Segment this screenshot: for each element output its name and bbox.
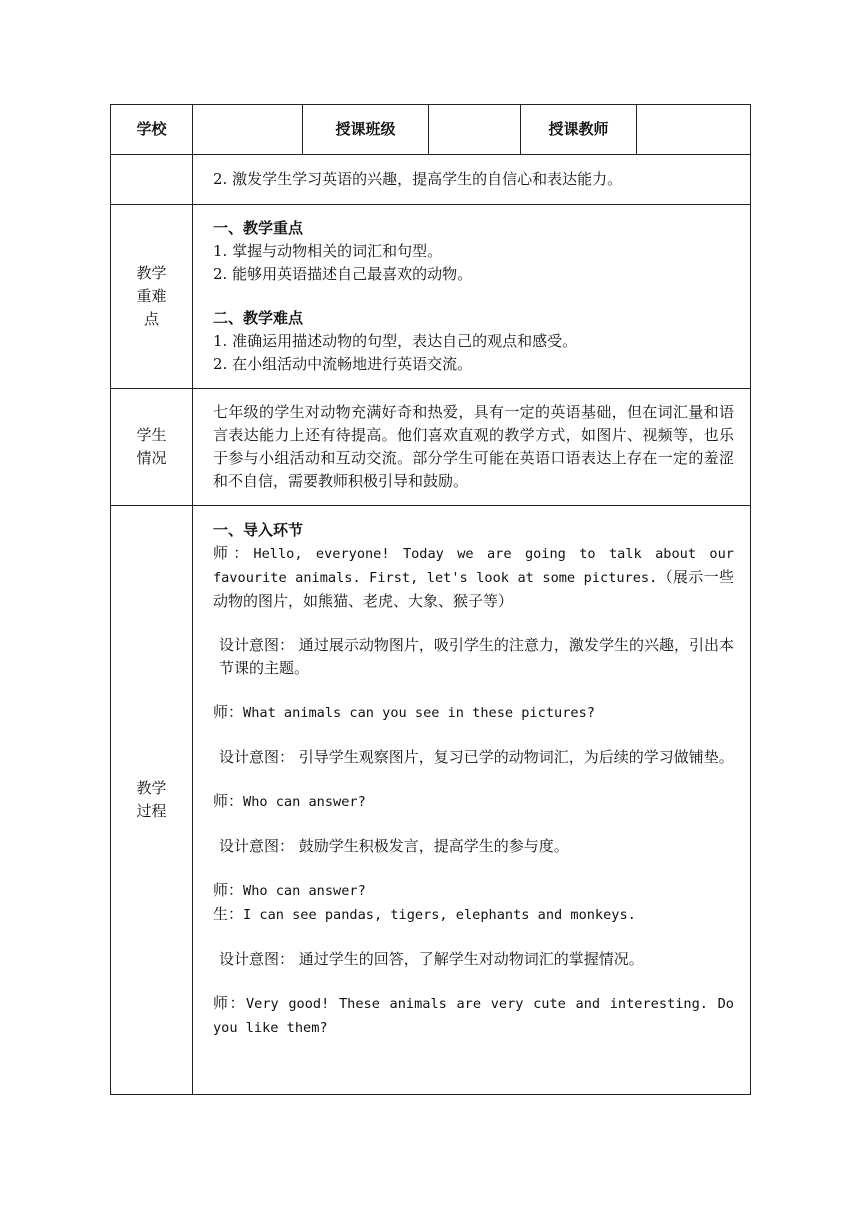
school-value xyxy=(193,105,303,155)
goals-row xyxy=(111,155,751,205)
key-point-item: 1. 掌握与动物相关的词汇和句型。 xyxy=(213,242,443,260)
teacher-speech: Who can answer? xyxy=(243,794,366,810)
lesson-plan-table xyxy=(110,104,751,1095)
spacer xyxy=(213,680,734,701)
goal-item-2: 2. 激发学生学习英语的兴趣，提高学生的自信心和表达能力。 xyxy=(213,170,623,188)
spacer xyxy=(213,286,734,307)
process-label-line2: 过程 xyxy=(136,802,167,820)
header-row xyxy=(111,105,751,155)
student-line-4 xyxy=(213,903,734,927)
process-label-cell xyxy=(111,506,193,1095)
spacer xyxy=(213,769,734,790)
students-row xyxy=(111,389,751,506)
spacer xyxy=(213,858,734,879)
key-points-row xyxy=(111,205,751,389)
teacher-note: （展示一些动物的图片，如熊猫、老虎、大象、猴子等） xyxy=(213,568,734,610)
design-intent-2: 设计意图： 引导学生观察图片，复习已学的动物词汇，为后续的学习做铺垫。 xyxy=(219,748,734,766)
difficult-point-item: 1. 准确运用描述动物的句型，表达自己的观点和感受。 xyxy=(213,332,578,350)
students-description: 七年级的学生对动物充满好奇和热爱，具有一定的英语基础，但在词汇量和语言表达能力上还有待提高。他们喜欢直观的教学方式，如图片、视频等，也乐于参与小组活动和互动交流。部分学生可能在英语口语表达上存在一定的羞涩和不自信，需要教师积极引导和鼓励。 xyxy=(213,403,734,490)
teacher-speech: What animals can you see in these pictures? xyxy=(243,705,595,721)
teacher-line-5 xyxy=(213,992,734,1040)
process-row xyxy=(111,506,751,1095)
students-label-line2: 情况 xyxy=(136,449,167,467)
teacher-line-1 xyxy=(213,542,734,613)
teacher-speaker: 师： xyxy=(213,994,246,1012)
class-label: 授课班级 xyxy=(303,105,429,155)
process-content-cell xyxy=(193,506,751,1095)
difficult-point-item: 2. 在小组活动中流畅地进行英语交流。 xyxy=(213,355,473,373)
key-point-item: 2. 能够用英语描述自己最喜欢的动物。 xyxy=(213,265,473,283)
student-speech: I can see pandas, tigers, elephants and monkeys. xyxy=(243,907,636,923)
key-points-label-line3: 点 xyxy=(143,310,159,328)
teacher-speaker: 师： xyxy=(213,544,254,562)
key-points-content-cell xyxy=(193,205,751,389)
teacher-speaker: 师： xyxy=(213,792,244,810)
design-intent-3: 设计意图： 鼓励学生积极发言，提高学生的参与度。 xyxy=(219,837,569,855)
teacher-line-4 xyxy=(213,879,734,903)
teacher-line-2 xyxy=(213,701,734,725)
spacer xyxy=(213,927,734,948)
students-label-cell xyxy=(111,389,193,506)
teacher-speech: Very good! These animals are very cute and interesting. Do you like them? xyxy=(213,996,734,1036)
students-label-line1: 学生 xyxy=(136,426,167,444)
goals-content-cell xyxy=(193,155,751,205)
teacher-value xyxy=(637,105,751,155)
spacer xyxy=(213,725,734,746)
teacher-speech: Who can answer? xyxy=(243,883,366,899)
students-content-cell xyxy=(193,389,751,506)
goals-label-cell xyxy=(111,155,193,205)
teacher-line-3 xyxy=(213,790,734,814)
teacher-speaker: 师： xyxy=(213,881,244,899)
class-value xyxy=(429,105,521,155)
student-speaker: 生： xyxy=(213,905,244,923)
spacer xyxy=(213,814,734,835)
difficult-points-heading: 二、教学难点 xyxy=(213,309,304,327)
key-points-label-line1: 教学 xyxy=(136,264,167,282)
teacher-speaker: 师： xyxy=(213,703,244,721)
design-intent-1: 设计意图： 通过展示动物图片，吸引学生的注意力，激发学生的兴趣，引出本节课的主题。 xyxy=(219,636,734,677)
process-section-heading: 一、导入环节 xyxy=(213,521,304,539)
teacher-label: 授课教师 xyxy=(521,105,637,155)
spacer xyxy=(213,613,734,634)
key-points-label-line2: 重难 xyxy=(136,287,167,305)
school-label: 学校 xyxy=(111,105,193,155)
key-points-label-cell xyxy=(111,205,193,389)
design-intent-4: 设计意图： 通过学生的回答，了解学生对动物词汇的掌握情况。 xyxy=(219,950,644,968)
teacher-speech: Hello, everyone! Today we are going to talk about our favourite animals. First, let's look at some pictures. xyxy=(213,546,734,586)
process-label-line1: 教学 xyxy=(136,779,167,797)
key-points-heading: 一、教学重点 xyxy=(213,219,304,237)
spacer xyxy=(213,971,734,992)
